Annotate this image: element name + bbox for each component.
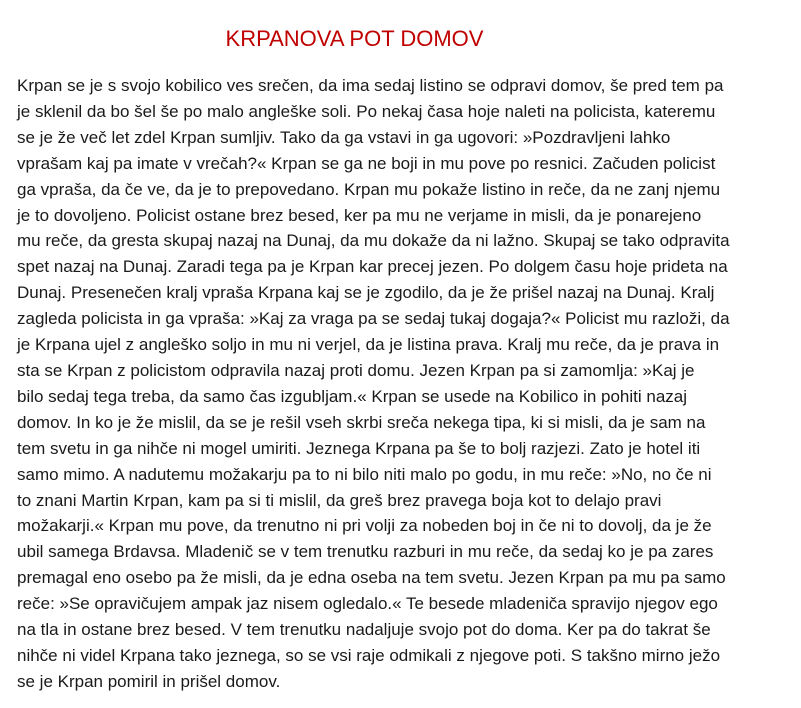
paragraph-line: domov. In ko je že mislil, da se je rešil vseh skrbi sreča nekega tipa, ki si misli, da je sam na	[17, 412, 706, 432]
paragraph-line: je to dovoljeno. Policist ostane brez besed, ker pa mu ne verjame in misli, da je ponarejeno	[17, 205, 702, 225]
paragraph-line: to znani Martin Krpan, kam pa si ti mislil, da greš brez pravega boja kot to delajo pravi	[17, 490, 662, 510]
paragraph-line: se je že več let zdel Krpan sumljiv. Tako da ga vstavi in ga ugovori: »Pozdravljeni lahko	[17, 127, 671, 147]
paragraph-line: ga vpraša, da če ve, da je to prepovedano. Krpan mu pokaže listino in reče, da ne zanj njemu	[17, 179, 721, 199]
story-paragraph	[17, 73, 801, 695]
paragraph-line: sta se Krpan z policistom odpravila nazaj proti domu. Jezen Krpan pa si zamomlja: »Kaj je	[17, 360, 695, 380]
paragraph-line: tem svetu in ga nihče ni mogel umiriti. Jeznega Krpana pa še to bolj razjezi. Zato je hotel iti	[17, 438, 701, 458]
paragraph-line: možakarji.« Krpan mu pove, da trenutno ni pri volji za nobeden boj in če ni to dovolj, da je že	[17, 516, 712, 536]
paragraph-line: nihče ni videl Krpana tako jeznega, so se vsi raje odmikali z njegove poti. S takšno mirno ježo	[17, 645, 721, 665]
paragraph-line: vprašam kaj pa imate v vrečah?« Krpan se ga ne boji in mu pove po resnici. Začuden policist	[17, 153, 716, 173]
paragraph-line: Dunaj. Presenečen kralj vpraša Krpana kaj se je zgodilo, da je že prišel nazaj na Dunaj. Kralj	[17, 283, 715, 303]
paragraph-line: zagleda policista in ga vpraša: »Kaj za vraga pa se sedaj tukaj dogaja?« Policist mu razloži, da	[17, 309, 730, 329]
paragraph-line: se je Krpan pomiril in prišel domov.	[17, 671, 281, 691]
paragraph-line: Krpan se je s svojo kobilico ves srečen, da ima sedaj listino se odpravi domov, še pred tem pa	[17, 76, 724, 95]
paragraph-line: je Krpana ujel z angleško soljo in mu ni verjel, da je listina prava. Kralj mu reče, da je prava in	[17, 335, 720, 355]
paragraph-line: spet nazaj na Dunaj. Zaradi tega pa je Krpan kar precej jezen. Po dolgem času hoje prideta na	[17, 257, 728, 277]
paragraph-line: reče: »Se opravičujem ampak jaz nisem ogledalo.« Te besede mladeniča spravijo njegov ego	[17, 594, 718, 614]
paragraph-line: mu reče, da gresta skupaj nazaj na Dunaj, da mu dokaže da ni lažno. Skupaj se tako odpravita	[17, 231, 730, 251]
document-title: KRPANOVA POT DOMOV	[225, 26, 484, 51]
paragraph-line: bilo sedaj tega treba, da samo čas izgubljam.« Krpan se usede na Kobilico in pohiti nazaj	[17, 386, 688, 406]
paragraph-line: je sklenil da bo šel še po malo angleške soli. Po nekaj časa hoje naleti na policista, kateremu	[17, 101, 716, 121]
paragraph-line: premagal eno osebo pa že misli, da je edna oseba na tem svetu. Jezen Krpan pa mu pa samo	[17, 568, 726, 588]
paragraph-line: na tla in ostane brez besed. V tem trenutku nadaljuje svojo pot do doma. Ker pa do takrat še	[17, 620, 711, 640]
paragraph-line: ubil samega Brdavsa. Mladenič se v tem trenutku razburi in mu reče, da sedaj ko je pa zares	[17, 542, 714, 562]
paragraph-line: samo mimo. A nadutemu možakarju pa to ni bilo niti malo po godu, in mu reče: »No, no če ni	[17, 464, 712, 484]
